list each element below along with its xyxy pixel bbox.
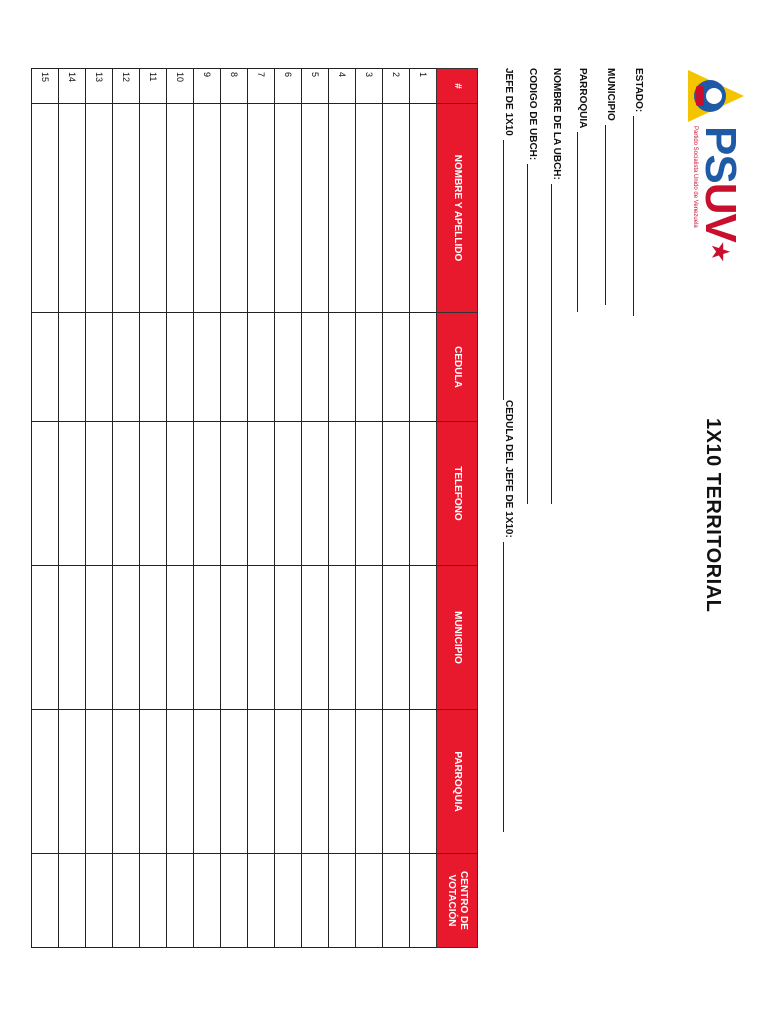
psuv-emblem-icon: [686, 68, 746, 124]
row-number: 3: [356, 69, 383, 104]
header-cedula: CEDULA: [437, 313, 478, 422]
cell-nombre[interactable]: [248, 104, 275, 313]
row-number: 11: [140, 69, 167, 104]
cell-parroquia[interactable]: [86, 710, 113, 854]
table-row: [140, 69, 167, 948]
field-municipio-label: MUNICIPIO: [605, 68, 616, 121]
row-number: 1: [410, 69, 437, 104]
cell-telefono[interactable]: [221, 422, 248, 566]
cell-parroquia[interactable]: [383, 710, 410, 854]
cell-parroquia[interactable]: [194, 710, 221, 854]
cell-municipio[interactable]: [275, 566, 302, 710]
cell-parroquia[interactable]: [248, 710, 275, 854]
members-table: [31, 68, 478, 948]
cell-nombre[interactable]: [59, 104, 86, 313]
cell-nombre[interactable]: [356, 104, 383, 313]
field-jefe-line[interactable]: [503, 140, 514, 400]
cell-parroquia[interactable]: [275, 710, 302, 854]
cell-parroquia[interactable]: [410, 710, 437, 854]
field-parroquia: [577, 68, 588, 312]
field-nombre-ubch-line[interactable]: [551, 184, 562, 504]
table-row: [221, 69, 248, 948]
field-estado-label: ESTADO:: [633, 68, 644, 113]
field-cedula-jefe-line[interactable]: [503, 542, 514, 832]
cell-parroquia[interactable]: [32, 710, 59, 854]
cell-centro-votacion[interactable]: [32, 854, 59, 948]
cell-parroquia[interactable]: [167, 710, 194, 854]
cell-cedula[interactable]: [329, 313, 356, 422]
row-number: 7: [248, 69, 275, 104]
header-nombre: NOMBRE Y APELLIDO: [437, 104, 478, 313]
table-row: [356, 69, 383, 948]
cell-centro-votacion[interactable]: [329, 854, 356, 948]
cell-cedula[interactable]: [86, 313, 113, 422]
field-municipio: [605, 68, 616, 305]
table-row: [86, 69, 113, 948]
field-municipio-line[interactable]: [605, 125, 616, 305]
psuv-wordmark-ps: PS: [696, 126, 745, 183]
row-number: 8: [221, 69, 248, 104]
row-number: 15: [32, 69, 59, 104]
cell-parroquia[interactable]: [140, 710, 167, 854]
cell-telefono[interactable]: [383, 422, 410, 566]
cell-municipio[interactable]: [194, 566, 221, 710]
table-row: [329, 69, 356, 948]
row-number: 5: [302, 69, 329, 104]
cell-nombre[interactable]: [86, 104, 113, 313]
cell-nombre[interactable]: [383, 104, 410, 313]
cell-telefono[interactable]: [140, 422, 167, 566]
cell-centro-votacion[interactable]: [194, 854, 221, 948]
cell-cedula[interactable]: [248, 313, 275, 422]
cell-centro-votacion[interactable]: [275, 854, 302, 948]
cell-municipio[interactable]: [59, 566, 86, 710]
cell-telefono[interactable]: [113, 422, 140, 566]
field-parroquia-line[interactable]: [577, 132, 588, 312]
table-row: [167, 69, 194, 948]
header-centro-votacion: CENTRO DE VOTACIÓN: [437, 854, 478, 948]
header-number: #: [437, 69, 478, 104]
table-row: [248, 69, 275, 948]
cell-municipio[interactable]: [32, 566, 59, 710]
cell-cedula[interactable]: [275, 313, 302, 422]
row-number: 4: [329, 69, 356, 104]
cell-centro-votacion[interactable]: [86, 854, 113, 948]
row-number: 9: [194, 69, 221, 104]
cell-cedula[interactable]: [194, 313, 221, 422]
cell-cedula[interactable]: [167, 313, 194, 422]
table-row: [32, 69, 59, 948]
cell-cedula[interactable]: [59, 313, 86, 422]
cell-nombre[interactable]: [32, 104, 59, 313]
header-telefono: TELEFONO: [437, 422, 478, 566]
psuv-wordmark-uv: UV: [696, 182, 745, 242]
field-codigo-ubch: [527, 68, 538, 504]
cell-nombre[interactable]: [302, 104, 329, 313]
cell-municipio[interactable]: [113, 566, 140, 710]
cell-centro-votacion[interactable]: [302, 854, 329, 948]
cell-centro-votacion[interactable]: [113, 854, 140, 948]
field-nombre-ubch-label: NOMBRE DE LA UBCH:: [551, 68, 562, 180]
cell-parroquia[interactable]: [302, 710, 329, 854]
cell-centro-votacion[interactable]: [167, 854, 194, 948]
cell-telefono[interactable]: [167, 422, 194, 566]
cell-nombre[interactable]: [140, 104, 167, 313]
cell-parroquia[interactable]: [329, 710, 356, 854]
field-codigo-ubch-line[interactable]: [527, 164, 538, 504]
cell-telefono[interactable]: [32, 422, 59, 566]
cell-municipio[interactable]: [329, 566, 356, 710]
table-row: [410, 69, 437, 948]
field-estado-line[interactable]: [633, 116, 644, 316]
field-cedula-jefe-label: CEDULA DEL JEFE DE 1X10:: [503, 400, 514, 538]
cell-telefono[interactable]: [410, 422, 437, 566]
cell-centro-votacion[interactable]: [59, 854, 86, 948]
cell-nombre[interactable]: [221, 104, 248, 313]
cell-cedula[interactable]: [302, 313, 329, 422]
cell-centro-votacion[interactable]: [248, 854, 275, 948]
cell-cedula[interactable]: [356, 313, 383, 422]
row-number: 10: [167, 69, 194, 104]
cell-municipio[interactable]: [221, 566, 248, 710]
cell-cedula[interactable]: [410, 313, 437, 422]
header-municipio: MUNICIPIO: [437, 566, 478, 710]
psuv-logo: [686, 68, 746, 261]
cell-cedula[interactable]: [140, 313, 167, 422]
field-codigo-ubch-label: CODIGO DE UBCH:: [527, 68, 538, 161]
field-parroquia-label: PARROQUIA: [577, 68, 588, 129]
cell-cedula[interactable]: [32, 313, 59, 422]
cell-parroquia[interactable]: [113, 710, 140, 854]
cell-municipio[interactable]: [302, 566, 329, 710]
cell-cedula[interactable]: [221, 313, 248, 422]
cell-telefono[interactable]: [194, 422, 221, 566]
cell-municipio[interactable]: [86, 566, 113, 710]
table-row: [59, 69, 86, 948]
cell-centro-votacion[interactable]: [140, 854, 167, 948]
cell-nombre[interactable]: [329, 104, 356, 313]
cell-municipio[interactable]: [410, 566, 437, 710]
cell-municipio[interactable]: [383, 566, 410, 710]
cell-centro-votacion[interactable]: [383, 854, 410, 948]
cell-telefono[interactable]: [248, 422, 275, 566]
cell-centro-votacion[interactable]: [221, 854, 248, 948]
row-number: 12: [113, 69, 140, 104]
row-number: 14: [59, 69, 86, 104]
cell-nombre[interactable]: [113, 104, 140, 313]
table-row: [194, 69, 221, 948]
table-row: [383, 69, 410, 948]
cell-nombre[interactable]: [275, 104, 302, 313]
cell-parroquia[interactable]: [59, 710, 86, 854]
table-row: [302, 69, 329, 948]
cell-parroquia[interactable]: [356, 710, 383, 854]
cell-nombre[interactable]: [410, 104, 437, 313]
cell-municipio[interactable]: [167, 566, 194, 710]
cell-municipio[interactable]: [140, 566, 167, 710]
cell-centro-votacion[interactable]: [410, 854, 437, 948]
table-header-row: [437, 69, 478, 948]
cell-telefono[interactable]: [329, 422, 356, 566]
cell-municipio[interactable]: [248, 566, 275, 710]
field-cedula-jefe: [503, 400, 514, 832]
cell-telefono[interactable]: [275, 422, 302, 566]
cell-nombre[interactable]: [167, 104, 194, 313]
cell-centro-votacion[interactable]: [356, 854, 383, 948]
cell-telefono[interactable]: [86, 422, 113, 566]
table-row: [113, 69, 140, 948]
cell-parroquia[interactable]: [221, 710, 248, 854]
cell-nombre[interactable]: [194, 104, 221, 313]
cell-cedula[interactable]: [383, 313, 410, 422]
header-parroquia: PARROQUIA: [437, 710, 478, 854]
cell-cedula[interactable]: [113, 313, 140, 422]
cell-telefono[interactable]: [356, 422, 383, 566]
field-jefe: [503, 68, 514, 400]
cell-municipio[interactable]: [356, 566, 383, 710]
table-row: [275, 69, 302, 948]
field-jefe-label: JEFE DE 1X10: [503, 68, 514, 136]
psuv-wordmark: PSUV★: [696, 126, 745, 261]
cell-telefono[interactable]: [302, 422, 329, 566]
row-number: 13: [86, 69, 113, 104]
field-nombre-ubch: [551, 68, 562, 504]
row-number: 2: [383, 69, 410, 104]
psuv-tagline: Partido Socialista Unido de Venezuela: [692, 126, 698, 228]
field-estado: [633, 68, 644, 316]
row-number: 6: [275, 69, 302, 104]
page-title: 1X10 TERRITORIAL: [702, 418, 724, 613]
cell-telefono[interactable]: [59, 422, 86, 566]
